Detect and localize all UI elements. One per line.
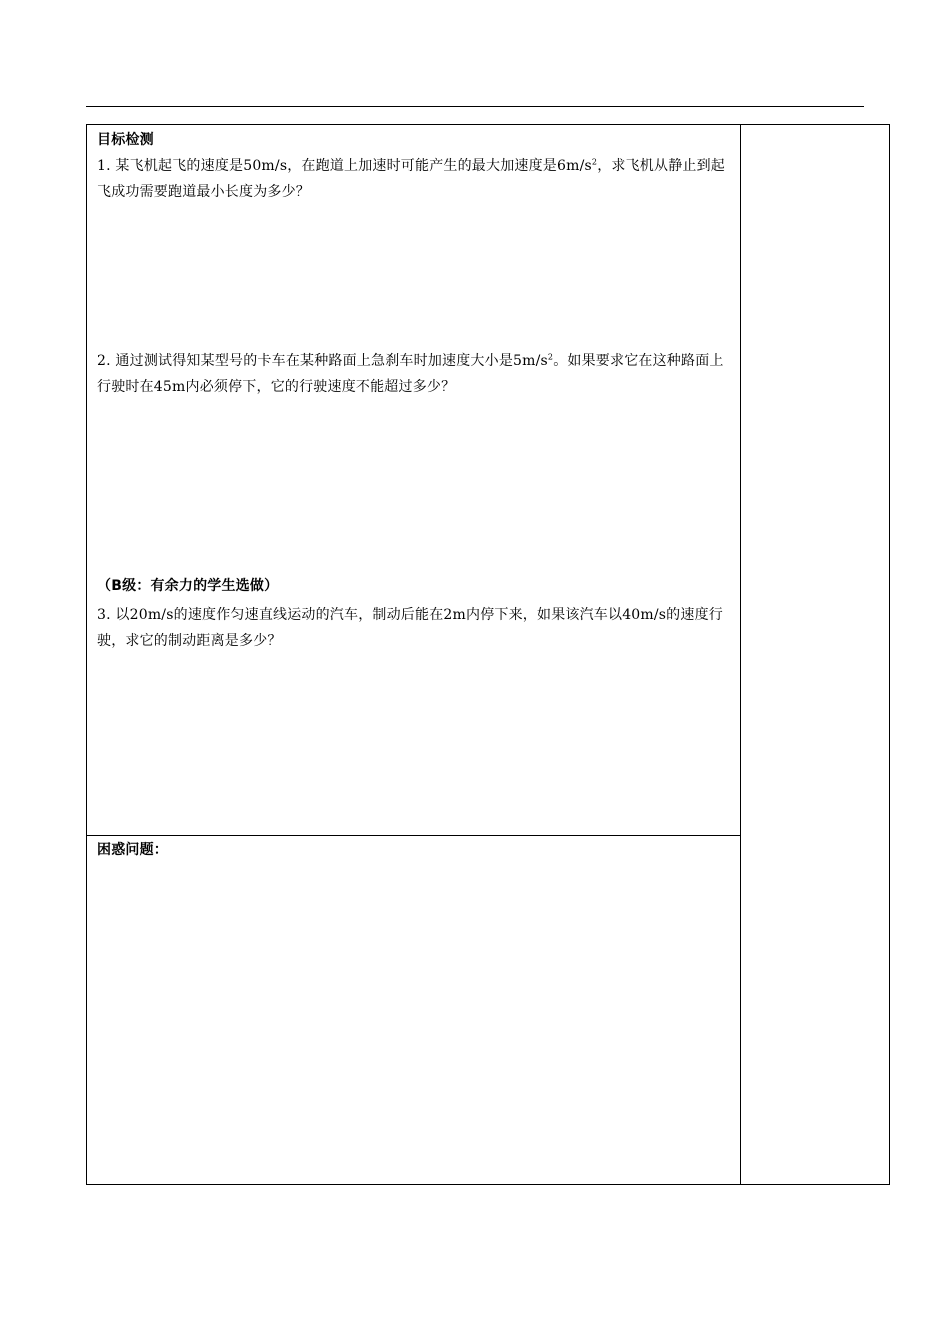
header-rule (86, 106, 864, 107)
question-3 (97, 602, 733, 654)
question-1 (97, 153, 733, 205)
question-2-number: 2. (97, 353, 111, 369)
notes-column-divider (740, 125, 741, 1184)
section-title: 目标检测 (97, 132, 154, 148)
questions-section-title: 困惑问题： (97, 842, 168, 858)
question-2-sup: 2 (547, 352, 554, 362)
worksheet-table (86, 124, 890, 1185)
question-1-sup: 2 (591, 157, 598, 167)
target-check-cell (97, 127, 733, 205)
question-3-number: 3. (97, 607, 111, 623)
question-2 (97, 348, 733, 400)
question-1-text-b: ，求飞机从静止到起飞成功需要跑道最小长度为多少？ (97, 158, 726, 200)
question-2-text-a: 通过测试得知某型号的卡车在某种路面上急刹车时加速度大小是5m/s (115, 353, 548, 369)
row-divider (87, 835, 740, 836)
question-1-text-a: 某飞机起飞的速度是50m/s，在跑道上加速时可能产生的最大加速度是6m/s (115, 158, 592, 174)
question-3-text-a: 以20m/s的速度作匀速直线运动的汽车，制动后能在2m内停下来，如果该汽车以40m/s的速度行驶，求它的制动距离是多少？ (97, 607, 723, 649)
question-1-number: 1. (97, 158, 111, 174)
level-b-note: （B级：有余力的学生选做） (97, 578, 279, 594)
question-2-text-b: 。如果要求它在这种路面上行驶时在45m内必须停下，它的行驶速度不能超过多少？ (97, 353, 724, 395)
